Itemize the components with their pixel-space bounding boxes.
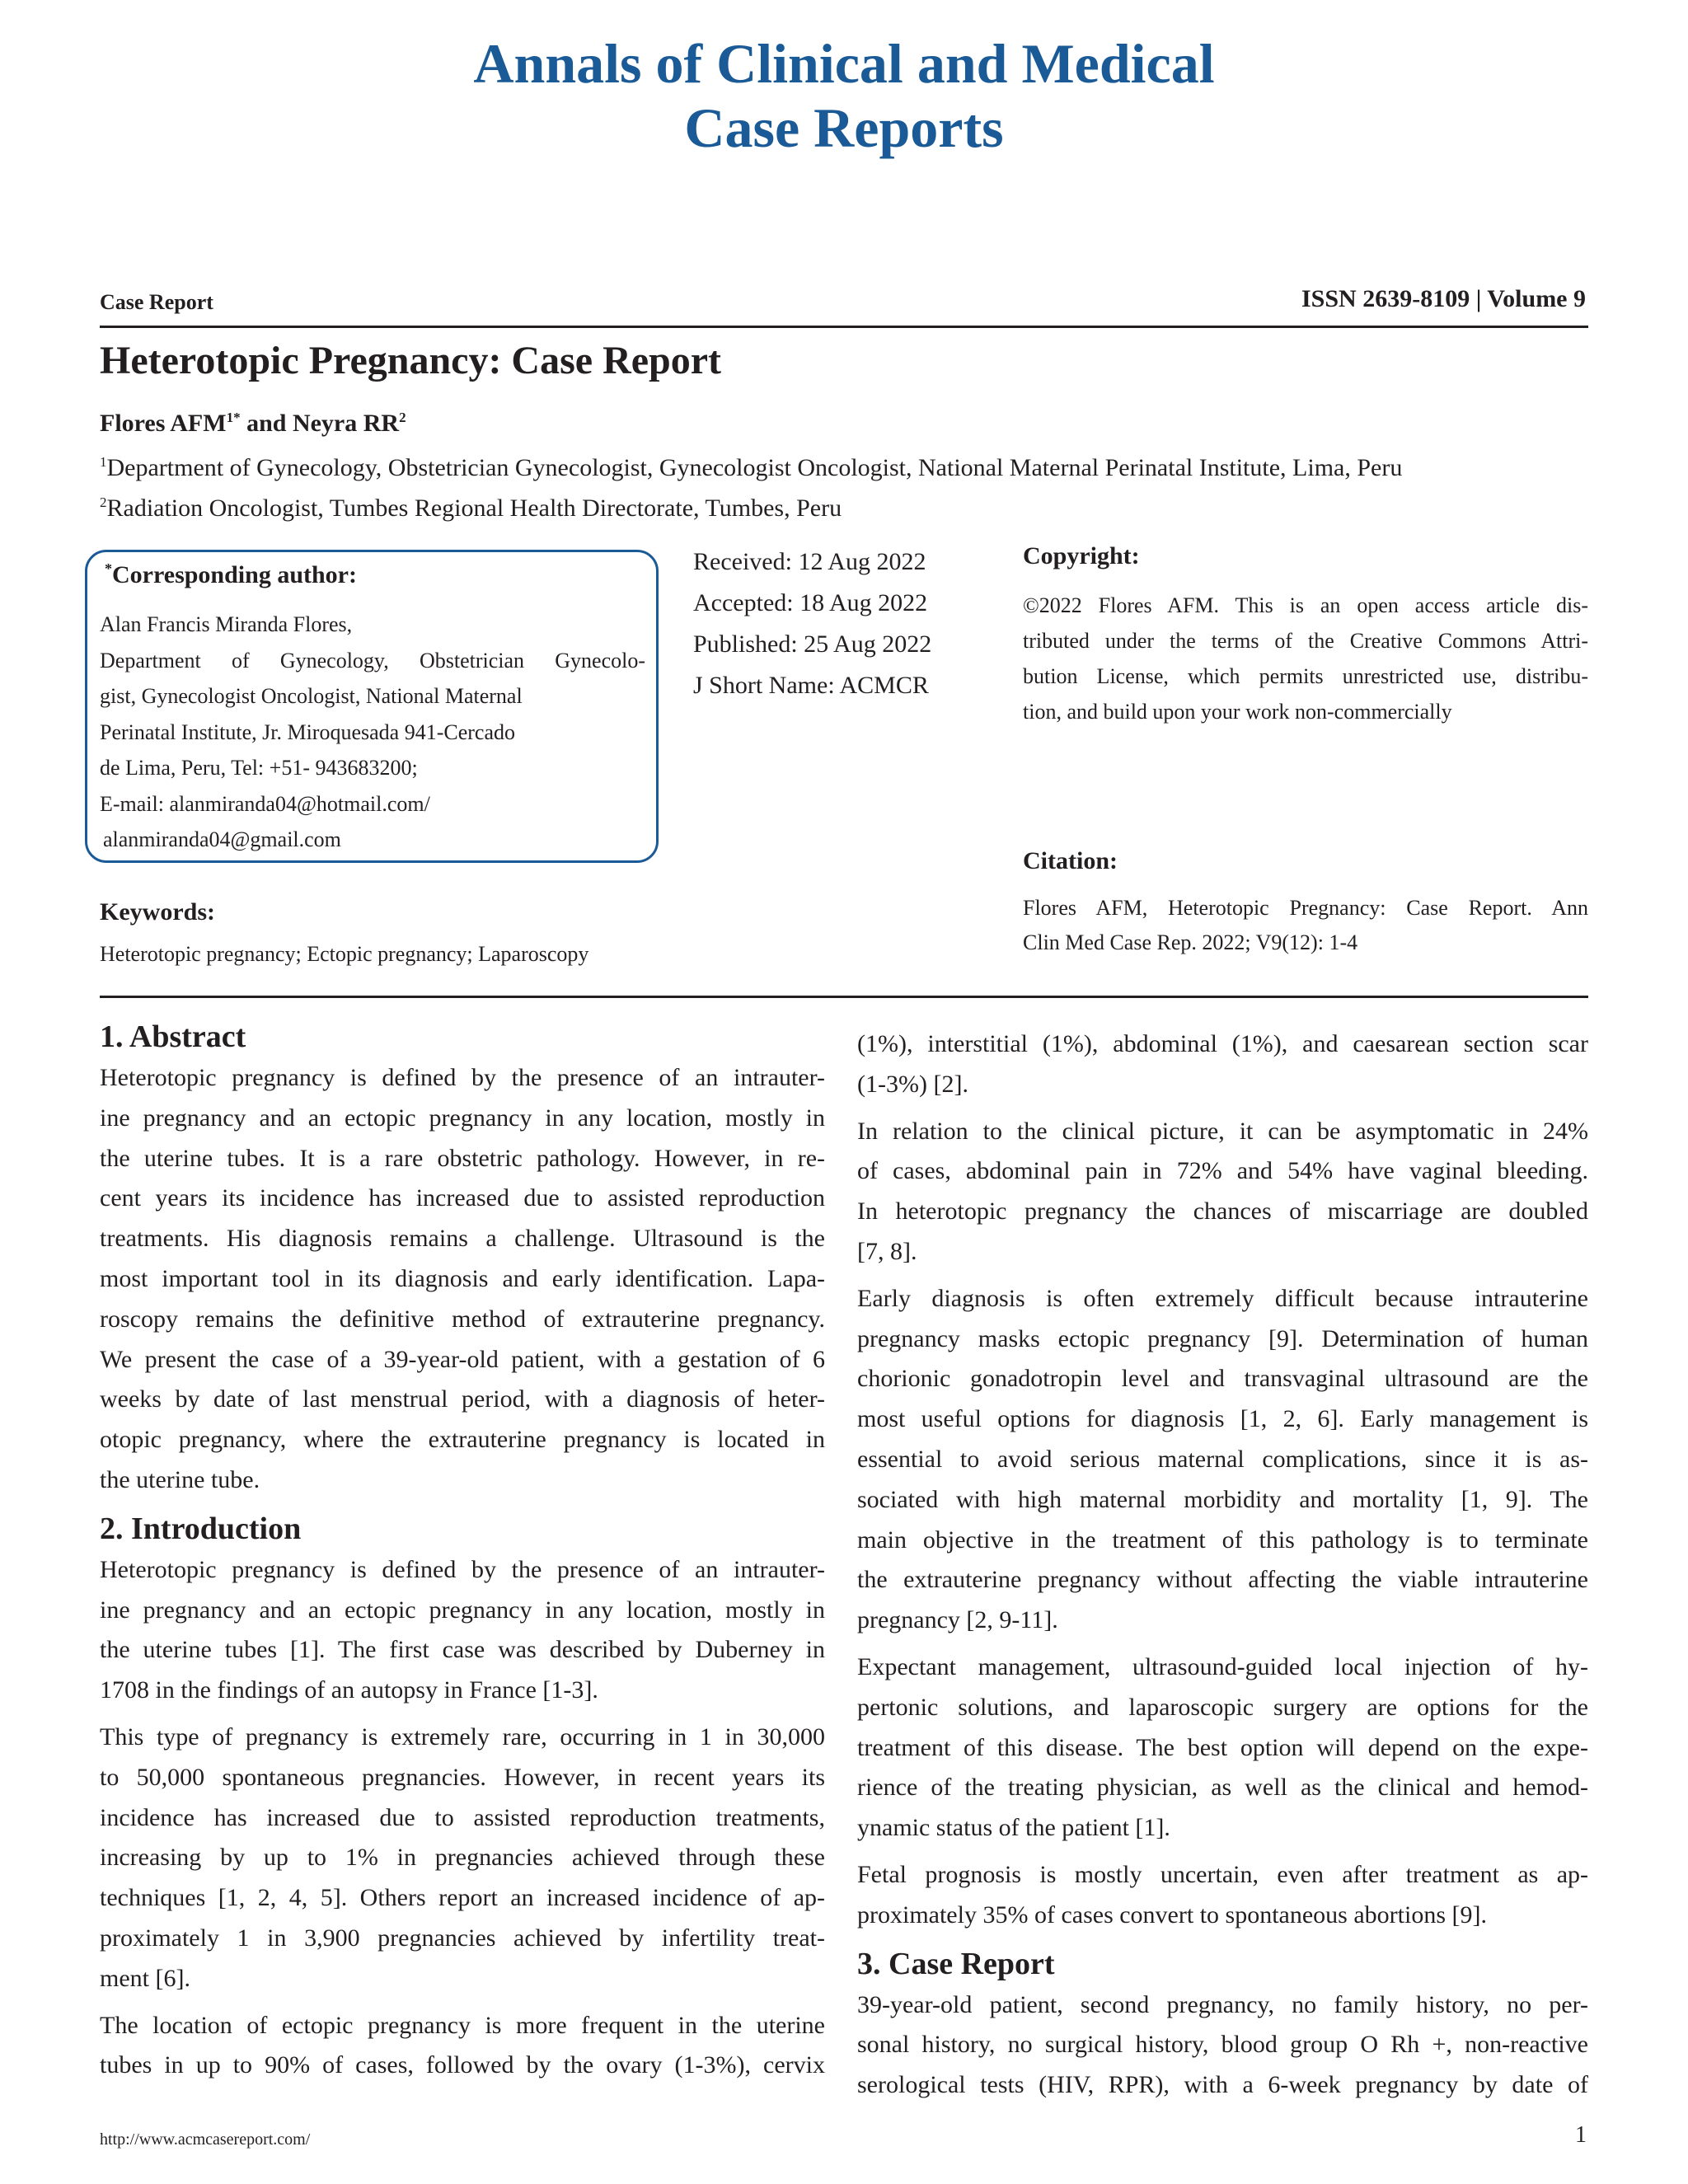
introduction-heading: 2. Introduction (100, 1511, 302, 1546)
received-date: Received: 12 Aug 2022 (693, 548, 926, 575)
text-line: the extrauterine pregnancy without affecting the viable intrauterine (857, 1566, 1588, 1594)
header-rule (100, 326, 1588, 328)
text-line: We present the case of a 39-year-old patient, with a gestation of 6 (100, 1345, 825, 1373)
text-line: weeks by date of last menstrual period, with a diagnosis of heter- (100, 1385, 825, 1413)
text-line: otopic pregnancy, where the extrauterine pregnancy is located in (100, 1426, 825, 1454)
case-report-heading: 3. Case Report (857, 1946, 1055, 1981)
left-column (100, 1015, 825, 2093)
corresponding-line: E-mail: alanmiranda04@hotmail.com/ (100, 791, 430, 816)
right-paragraph-4 (857, 1647, 1588, 1849)
citation-text (1023, 891, 1588, 960)
copyright-line: ©2022 Flores AFM. This is an open access article dis- (1023, 593, 1588, 617)
text-line: treatment of this disease. The best option will depend on the expe- (857, 1733, 1588, 1761)
text-line: serological tests (HIV, RPR), with a 6-week pregnancy by date of (857, 2071, 1588, 2099)
author-1: Flores AFM (100, 410, 227, 437)
text-line: 1708 in the findings of an autopsy in France [1-3]. (100, 1676, 598, 1704)
text-line: of cases, abdominal pain in 72% and 54% have vaginal bleeding. (857, 1157, 1588, 1185)
author-line (100, 410, 406, 438)
right-column (857, 1024, 1588, 2112)
author-1-sup: 1* (226, 410, 241, 425)
text-line: main objective in the treatment of this pathology is to terminate (857, 1526, 1588, 1554)
text-line: In relation to the clinical picture, it can be asymptomatic in 24% (857, 1117, 1588, 1145)
copyright-heading: Copyright: (1023, 542, 1140, 569)
corresponding-line: de Lima, Peru, Tel: +51- 943683200; (100, 756, 418, 780)
text-line: the uterine tubes. It is a rare obstetric pathology. However, in re- (100, 1144, 825, 1172)
journal-title-line-1: Annals of Clinical and Medical (473, 32, 1215, 95)
citation-heading: Citation: (1023, 847, 1118, 874)
text-line: treatments. His diagnosis remains a challenge. Ultrasound is the (100, 1225, 825, 1253)
text-line: incidence has increased due to assisted reproduction treatments, (100, 1803, 825, 1831)
affiliation-2-sup: 2 (100, 494, 107, 510)
case-report-paragraph-1 (857, 1985, 1588, 2106)
text-line: The location of ectopic pregnancy is more frequent in the uterine (100, 2011, 825, 2039)
text-line: essential to avoid serious maternal complications, since it is as- (857, 1445, 1588, 1473)
author-2: and Neyra RR (240, 410, 400, 437)
affiliation-2 (100, 494, 842, 523)
text-line: cent years its incidence has increased due to assisted reproduction (100, 1184, 825, 1212)
corresponding-author-details (100, 607, 645, 858)
publication-dates (693, 541, 931, 706)
text-line: the uterine tubes [1]. The first case was described by Duberney in (100, 1636, 825, 1664)
corresponding-line: gist, Gynecologist Oncologist, National Maternal (100, 684, 523, 708)
text-line: proximately 1 in 3,900 pregnancies achieved by infertility treat- (100, 1924, 825, 1952)
right-paragraph-5 (857, 1855, 1588, 1936)
corresponding-line: Alan Francis Miranda Flores, (100, 612, 353, 636)
text-line: pertonic solutions, and laparoscopic surgery are options for the (857, 1693, 1588, 1721)
text-line: techniques [1, 2, 4, 5]. Others report an increased incidence of ap- (100, 1884, 825, 1912)
introduction-paragraph-3 (100, 2006, 825, 2087)
journal-title (0, 31, 1688, 160)
abstract-heading: 1. Abstract (100, 1019, 246, 1054)
journal-title-line-2: Case Reports (684, 96, 1004, 159)
text-line: ine pregnancy and an ectopic pregnancy in any location, mostly in (100, 1104, 825, 1132)
text-line: This type of pregnancy is extremely rare, occurring in 1 in 30,000 (100, 1722, 825, 1750)
introduction-paragraph-2 (100, 1718, 825, 1999)
text-line: Fetal prognosis is mostly uncertain, even after treatment as ap- (857, 1860, 1588, 1888)
text-line: In heterotopic pregnancy the chances of miscarriage are doubled (857, 1197, 1588, 1226)
text-line: to 50,000 spontaneous pregnancies. However, in recent years its (100, 1763, 825, 1791)
front-matter-rule (100, 996, 1588, 998)
article-type: Case Report (100, 290, 213, 314)
corresponding-heading-text: Corresponding author: (112, 561, 357, 588)
copyright-line: tion, and build upon your work non-commercially (1023, 700, 1452, 724)
page-number: 1 (1575, 2122, 1587, 2148)
citation-line: Clin Med Case Rep. 2022; V9(12): 1-4 (1023, 930, 1358, 954)
text-line: ment [6]. (100, 1964, 190, 1992)
copyright-line: bution License, which permits unrestricted use, distribu- (1023, 664, 1588, 688)
affiliation-1 (100, 454, 1402, 482)
text-line: roscopy remains the definitive method of extrauterine pregnancy. (100, 1305, 825, 1333)
text-line: Early diagnosis is often extremely difficult because intrauterine (857, 1284, 1588, 1312)
text-line: Expectant management, ultrasound-guided local injection of hy- (857, 1652, 1588, 1680)
journal-short-name: J Short Name: ACMCR (693, 672, 929, 699)
abstract-paragraph (100, 1058, 825, 1501)
text-line: Heterotopic pregnancy is defined by the presence of an intrauter- (100, 1064, 825, 1091)
corresponding-line: Perinatal Institute, Jr. Miroquesada 941-Cercado (100, 719, 515, 744)
author-2-sup: 2 (399, 410, 406, 425)
keywords-text: Heterotopic pregnancy; Ectopic pregnancy; Laparoscopy (100, 942, 589, 966)
text-line: (1%), interstitial (1%), abdominal (1%), and caesarean section scar (857, 1030, 1588, 1057)
text-line: most useful options for diagnosis [1, 2, 6]. Early management is (857, 1405, 1588, 1433)
footer-url[interactable]: http://www.acmcasereport.com/ (100, 2130, 311, 2149)
text-line: [7, 8]. (857, 1237, 917, 1265)
text-line: ynamic status of the patient [1]. (857, 1814, 1170, 1842)
text-line: Heterotopic pregnancy is defined by the presence of an intrauter- (100, 1555, 825, 1583)
accepted-date: Accepted: 18 Aug 2022 (693, 589, 928, 616)
text-line: pregnancy [2, 9-11]. (857, 1606, 1058, 1634)
text-line: ine pregnancy and an ectopic pregnancy in any location, mostly in (100, 1596, 825, 1624)
copyright-line: tributed under the terms of the Creative Commons Attri- (1023, 629, 1588, 653)
copyright-text (1023, 588, 1588, 729)
text-line: sonal history, no surgical history, blood group O Rh +, non-reactive (857, 2031, 1588, 2059)
corresponding-author-heading (105, 560, 357, 589)
text-line: (1-3%) [2]. (857, 1070, 968, 1098)
corresponding-sup: * (105, 560, 112, 577)
affiliation-1-text: Department of Gynecology, Obstetrician Gynecologist, Gynecologist Oncologist, National Maternal Perinatal Institute, Lima, Peru (106, 454, 1403, 481)
text-line: 39-year-old patient, second pregnancy, no family history, no per- (857, 1990, 1588, 2018)
text-line: pregnancy masks ectopic pregnancy [9]. Determination of human (857, 1324, 1588, 1352)
text-line: rience of the treating physician, as well as the clinical and hemod- (857, 1774, 1588, 1802)
text-line: tubes in up to 90% of cases, followed by the ovary (1-3%), cervix (100, 2051, 825, 2079)
right-paragraph-1 (857, 1024, 1588, 1105)
introduction-paragraph-1 (100, 1550, 825, 1711)
corresponding-line: alanmiranda04@gmail.com (103, 827, 341, 851)
text-line: sociated with high maternal morbidity and mortality [1, 9]. The (857, 1485, 1588, 1513)
right-paragraph-2 (857, 1112, 1588, 1272)
text-line: most important tool in its diagnosis and early identification. Lapa- (100, 1264, 825, 1292)
text-line: the uterine tube. (100, 1465, 260, 1493)
text-line: proximately 35% of cases convert to spontaneous abortions [9]. (857, 1900, 1487, 1929)
keywords-heading: Keywords: (100, 898, 215, 926)
affiliation-2-text: Radiation Oncologist, Tumbes Regional Health Directorate, Tumbes, Peru (106, 494, 842, 522)
right-paragraph-3 (857, 1279, 1588, 1641)
affiliation-1-sup: 1 (100, 454, 107, 470)
issn-volume: ISSN 2639-8109 | Volume 9 (1301, 285, 1586, 312)
corresponding-line: Department of Gynecology, Obstetrician Gynecolo- (100, 648, 645, 673)
article-title: Heterotopic Pregnancy: Case Report (100, 339, 722, 382)
published-date: Published: 25 Aug 2022 (693, 630, 932, 658)
text-line: chorionic gonadotropin level and transvaginal ultrasound are the (857, 1365, 1588, 1393)
citation-line: Flores AFM, Heterotopic Pregnancy: Case Report. Ann (1023, 896, 1588, 920)
text-line: increasing by up to 1% in pregnancies achieved through these (100, 1844, 825, 1872)
